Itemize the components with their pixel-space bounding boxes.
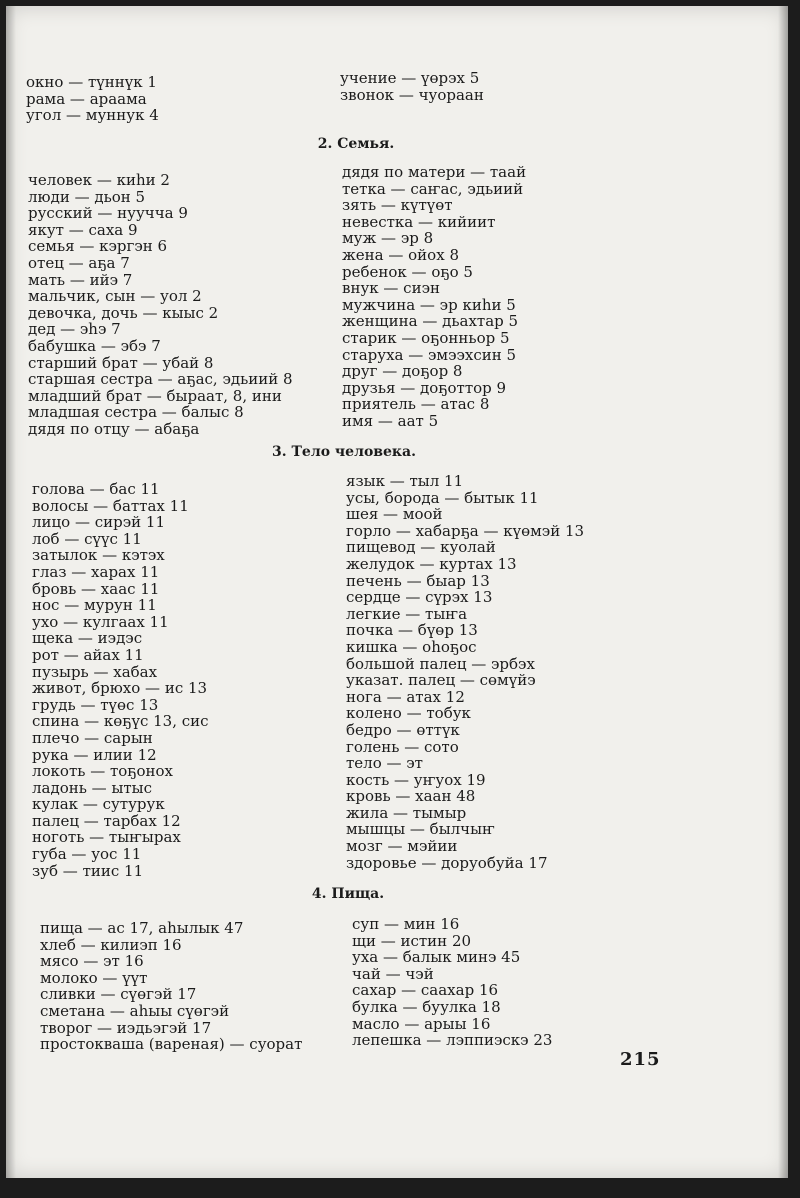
entry: сахар — саахар 16	[352, 981, 499, 1000]
entry: приятель — атас 8	[342, 395, 490, 414]
entry: невестка — кийиит	[342, 212, 496, 231]
entry: старшая сестра — аҕас, эдьиий 8	[28, 370, 293, 389]
entry: рама — араама	[26, 89, 147, 108]
section1-right-column	[340, 70, 484, 103]
entry: сливки — сүөгэй 17	[40, 985, 197, 1004]
section3-right-column	[346, 473, 584, 871]
entry: горло — хабарҕа — күөмэй 13	[346, 521, 585, 540]
entry: бровь — хаас 11	[32, 579, 160, 598]
entry: кишка — оһоҕос	[346, 637, 477, 656]
page-number: 215	[620, 1049, 661, 1070]
entry: бедро — өттүк	[346, 720, 460, 739]
entry: указат. палец — сөмүйэ	[346, 671, 536, 690]
entry: тетка — саҥас, эдьиий	[342, 179, 524, 198]
entry: почка — бүөр 13	[346, 621, 478, 640]
entry: мозг — мэйии	[346, 837, 458, 856]
entry: глаз — харах 11	[32, 562, 160, 581]
entry: хлеб — килиэп 16	[40, 935, 182, 954]
entry: люди — дьон 5	[28, 187, 146, 206]
entry: дядя по отцу — абаҕа	[28, 419, 200, 438]
entry: щека — иэдэс	[32, 629, 143, 648]
entry: отец — аҕа 7	[28, 253, 130, 272]
entry: суп — мин 16	[352, 915, 460, 933]
entry: усы, борода — бытык 11	[346, 488, 539, 507]
section3-left-column	[32, 481, 209, 879]
entry: старший брат — убай 8	[28, 353, 214, 372]
entry: русский — нууччa 9	[28, 204, 188, 223]
entry: имя — аат 5	[342, 411, 439, 430]
entry: масло — арыы 16	[352, 1014, 491, 1033]
entry: звонок — чуораан	[340, 85, 484, 104]
entry: булка — буулка 18	[352, 997, 501, 1016]
entry: желудок — куртах 13	[346, 554, 517, 573]
entry: жена — ойох 8	[342, 245, 459, 264]
entry: друг — доҕор 8	[342, 362, 463, 381]
entry: колено — тобук	[346, 704, 471, 723]
entry: язык — тыл 11	[346, 472, 464, 490]
section1-left-column	[26, 74, 159, 124]
entry: пищевод — куолай	[346, 538, 496, 557]
entry: спина — көҕүс 13, сис	[32, 712, 209, 731]
entry: плечо — сарын	[32, 728, 153, 747]
entry: здоровье — доруобуйа 17	[346, 853, 548, 872]
entry: легкие — тыҥа	[346, 604, 468, 623]
entry: щи — истин 20	[352, 931, 472, 950]
entry: молоко — үүт	[40, 968, 148, 987]
entry: якут — саха 9	[28, 220, 138, 239]
entry: губа — уос 11	[32, 845, 142, 864]
entry: лоб — сүүс 11	[32, 529, 142, 548]
entry: голова — бас 11	[32, 480, 160, 498]
entry: затылок — кэтэх	[32, 546, 165, 565]
entry: сметана — аһыы сүөгэй	[40, 1001, 230, 1020]
entry: дядя по матери — таай	[342, 163, 527, 181]
entry: учение — үөрэх 5	[340, 69, 480, 87]
entry: творог — иэдьэгэй 17	[40, 1018, 212, 1037]
entry: женщина — дьахтар 5	[342, 312, 519, 331]
entry: сердце — сүрэх 13	[346, 588, 493, 607]
section4-right-column	[352, 916, 552, 1049]
entry: живот, брюхо — ис 13	[32, 679, 208, 698]
entry: ребенок — оҕо 5	[342, 262, 473, 281]
entry: волосы — баттах 11	[32, 496, 189, 515]
entry: ноготь — тыҥырах	[32, 828, 181, 847]
entry: печень — быар 13	[346, 571, 490, 590]
entry: мышцы — былчыҥ	[346, 820, 495, 839]
entry: пузырь — хабах	[32, 662, 158, 681]
entry: лицо — сирэй 11	[32, 513, 165, 532]
entry: нога — атах 12	[346, 687, 465, 706]
entry: грудь — түөс 13	[32, 695, 159, 714]
entry: голень — сото	[346, 737, 459, 756]
section2-heading: 2. Семья.	[317, 136, 395, 152]
entry: зуб — тиис 11	[32, 861, 144, 880]
entry: бабушка — эбэ 7	[28, 336, 161, 355]
page-right-edge-shadow	[778, 6, 788, 1178]
section4-left-column	[40, 920, 302, 1053]
entry: палец — тарбах 12	[32, 811, 181, 830]
entry: мужчина — эр киһи 5	[342, 295, 516, 314]
entry: зять — күтүөт	[342, 196, 453, 215]
section2-left-column	[28, 172, 293, 438]
entry: старуха — эмээхсин 5	[342, 345, 517, 364]
entry: лепешка — лэппиэскэ 23	[352, 1031, 553, 1050]
book-page	[6, 6, 788, 1178]
entry: тело — эт	[346, 754, 423, 773]
entry: мясо — эт 16	[40, 952, 144, 971]
entry: угол — муннук 4	[26, 106, 159, 125]
entry: мать — ийэ 7	[28, 270, 133, 289]
entry: рука — илии 12	[32, 745, 157, 764]
entry: ладонь — ытыс	[32, 778, 153, 797]
entry: чай — чэй	[352, 964, 434, 983]
entry: окно — түннүк 1	[26, 73, 157, 91]
entry: пища — ас 17, аһылык 47	[40, 919, 244, 937]
entry: рот — айах 11	[32, 645, 144, 664]
entry: простокваша (вареная) — суорат	[40, 1035, 303, 1054]
entry: младшая сестра — балыс 8	[28, 403, 244, 422]
entry: кулак — сутурук	[32, 795, 165, 814]
section4-heading: 4. Пища.	[311, 886, 385, 902]
entry: кровь — хаан 48	[346, 787, 476, 806]
section2-right-column	[342, 164, 526, 430]
entry: мальчик, сын — уол 2	[28, 287, 202, 306]
page-left-edge-shadow	[6, 6, 16, 1178]
entry: уха — балык минэ 45	[352, 948, 521, 967]
entry: друзья — доҕоттор 9	[342, 378, 507, 397]
entry: муж — эр 8	[342, 229, 434, 248]
entry: дед — эһэ 7	[28, 320, 121, 339]
entry: кость — уҥуох 19	[346, 770, 486, 789]
entry: локоть — тоҕонох	[32, 762, 174, 781]
entry: жила — тымыр	[346, 803, 467, 822]
entry: семья — кэргэн 6	[28, 237, 168, 256]
entry: большой палец — эрбэх	[346, 654, 535, 673]
entry: человек — киһи 2	[28, 171, 170, 189]
entry: внук — сиэн	[342, 279, 440, 298]
entry: девочка, дочь — кыыс 2	[28, 303, 219, 322]
entry: шея — моой	[346, 505, 443, 524]
entry: ухо — кулгаах 11	[32, 612, 169, 631]
entry: младший брат — бырaат, 8, ини	[28, 386, 282, 405]
entry: старик — оҕонньор 5	[342, 328, 510, 347]
entry: нос — мурун 11	[32, 596, 157, 615]
section3-heading: 3. Тело человека.	[272, 444, 416, 460]
